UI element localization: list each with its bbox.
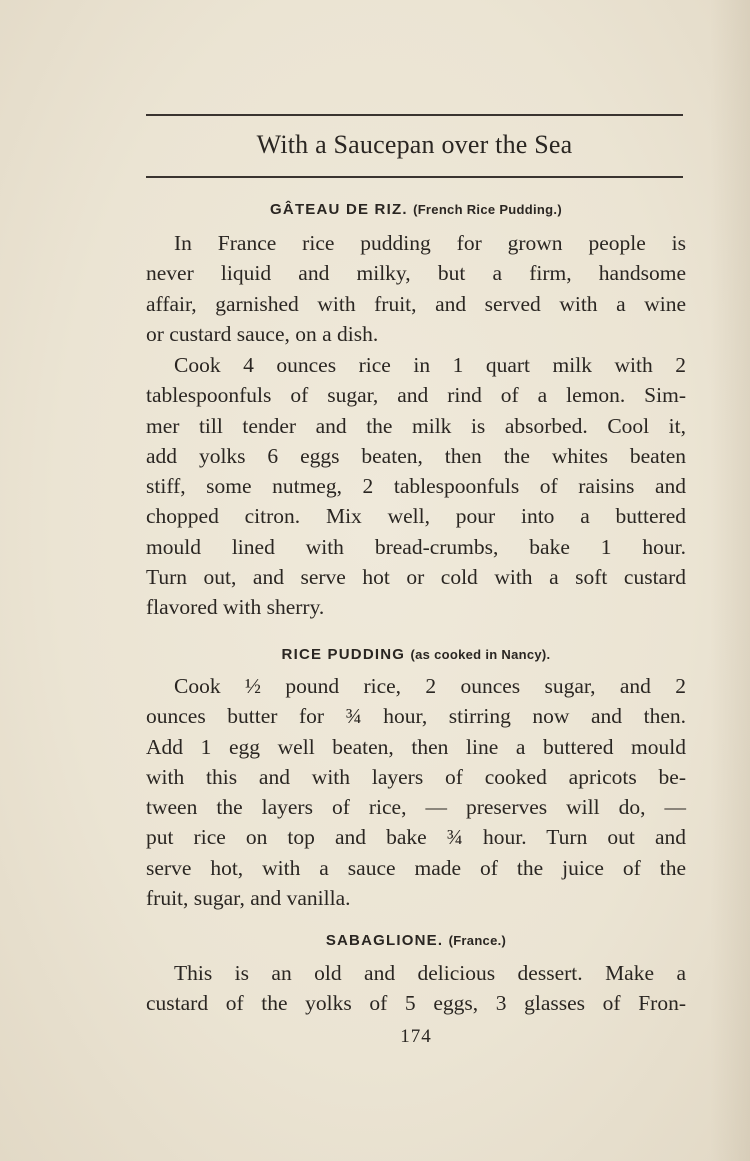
paragraph (146, 350, 686, 623)
section-heading-gateau-de-riz (146, 201, 686, 218)
text-line: or custard sauce, on a dish. (146, 321, 379, 346)
paragraph (146, 228, 686, 349)
section-heading-subtitle: (as cooked in Nancy). (410, 647, 551, 662)
text-line: put rice on top and bake ¾ hour. Turn out and (146, 825, 686, 850)
section-heading-title: SABAGLIONE. (325, 932, 444, 949)
section-heading-subtitle: (France.) (448, 933, 507, 948)
text-line: Add 1 egg well beaten, then line a buttered mould (146, 734, 686, 759)
text-line: affair, garnished with fruit, and served with a wine (146, 291, 686, 316)
text-line: fruit, sugar, and vanilla. (146, 886, 351, 911)
text-line: stiff, some nutmeg, 2 tablespoonfuls of raisins and (146, 474, 686, 499)
text-line: tween the layers of rice, — preserves will do, — (146, 795, 686, 820)
section-heading-subtitle: (French Rice Pudding.) (413, 202, 562, 217)
section-heading-rice-pudding (146, 646, 686, 663)
running-head: With a Saucepan over the Sea (256, 130, 573, 159)
section-heading-sabaglione (146, 932, 686, 949)
text-line: never liquid and milky, but a firm, handsome (146, 261, 686, 286)
text-line: mould lined with bread-crumbs, bake 1 hour. (146, 534, 686, 559)
text-line: add yolks 6 eggs beaten, then the whites beaten (146, 443, 686, 468)
page-edge-shading (710, 0, 750, 1161)
paragraph (146, 958, 686, 1019)
text-line: mer till tender and the milk is absorbed. Cool it, (146, 413, 686, 438)
header-rule-bottom (146, 176, 683, 178)
text-line: flavored with sherry. (146, 595, 325, 620)
text-line: chopped citron. Mix well, pour into a buttered (146, 504, 686, 529)
text-line: Cook ½ pound rice, 2 ounces sugar, and 2 (174, 674, 686, 698)
text-line: with this and with layers of cooked apricots be- (146, 764, 686, 789)
text-line: ounces butter for ¾ hour, stirring now and then. (146, 704, 686, 729)
text-line: Turn out, and serve hot or cold with a soft custard (146, 565, 686, 590)
text-line: Cook 4 ounces rice in 1 quart milk with 2 (174, 353, 686, 377)
text-line: This is an old and delicious dessert. Make a (174, 961, 686, 985)
section-heading-title: RICE PUDDING (281, 646, 406, 663)
section-heading-title: GÂTEAU DE RIZ. (270, 201, 408, 218)
text-line: custard of the yolks of 5 eggs, 3 glasses of Fron- (146, 991, 686, 1016)
text-line: In France rice pudding for grown people is (174, 231, 686, 255)
text-line: serve hot, with a sauce made of the juice of the (146, 855, 686, 880)
text-line: tablespoonfuls of sugar, and rind of a lemon. Sim- (146, 383, 686, 408)
page-number: 174 (400, 1026, 432, 1047)
paragraph (146, 671, 686, 913)
header-rule-top (146, 114, 683, 116)
